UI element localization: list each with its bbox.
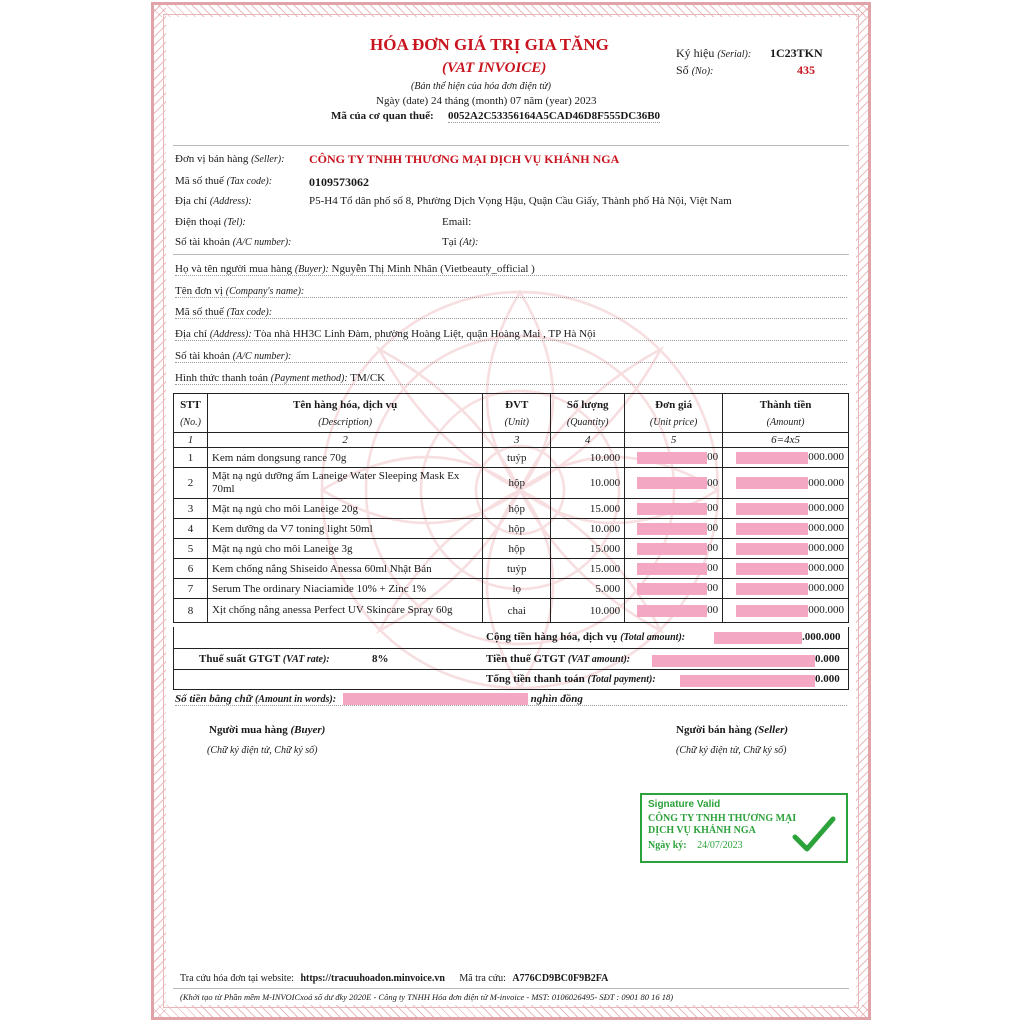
amount-cell: 000.000 bbox=[723, 579, 849, 599]
index-cell: 1 bbox=[174, 433, 208, 448]
quantity-cell: 5.000 bbox=[551, 579, 625, 599]
price-redaction bbox=[637, 605, 707, 617]
price-redaction bbox=[637, 543, 707, 555]
quantity-cell: 15.000 bbox=[551, 539, 625, 559]
seller-address-label: Địa chỉ (Address): bbox=[175, 195, 252, 207]
tax-authority-code: 0052A2C53356164A5CAD46D8F555DC36B0 bbox=[448, 110, 661, 122]
index-cell: 4 bbox=[551, 433, 625, 448]
row-number-cell: 2 bbox=[174, 468, 208, 499]
serial-label: Ký hiệu (Serial): bbox=[676, 46, 752, 60]
amount-cell: 000.000 bbox=[723, 599, 849, 623]
unit-cell: tuýp bbox=[483, 559, 551, 579]
footer-divider bbox=[173, 988, 849, 989]
number-label: Số (No): bbox=[676, 63, 714, 77]
unit-cell: hộp bbox=[483, 539, 551, 559]
unit-price-cell: 00 bbox=[625, 519, 723, 539]
seller-signature-label: Người bán hàng (Seller) bbox=[676, 724, 789, 736]
buyer-company-row: Tên đơn vị (Company's name): bbox=[175, 285, 847, 298]
description-cell: Kem nám dongsung rance 70g bbox=[207, 448, 482, 468]
amount-in-words-redaction bbox=[343, 693, 528, 705]
vat-rate: 8% bbox=[372, 653, 389, 665]
description-cell: Xịt chống nắng anessa Perfect UV Skincare Spray 60g bbox=[207, 599, 482, 623]
header-cell: STT (No.) bbox=[174, 394, 208, 433]
items-table-header bbox=[174, 394, 849, 448]
unit-cell: chai bbox=[483, 599, 551, 623]
buyer-payment-row: Hình thức thanh toán (Payment method): TM/CK bbox=[175, 372, 847, 385]
description-cell: Kem dưỡng da V7 toning light 50ml bbox=[207, 519, 482, 539]
quantity-cell: 10.000 bbox=[551, 599, 625, 623]
price-redaction bbox=[637, 583, 707, 595]
buyer-address: Tòa nhà HH3C Linh Đàm, phường Hoàng Liệt, quận Hoàng Mai , TP Hà Nội bbox=[254, 328, 596, 340]
table-row bbox=[174, 539, 849, 559]
amount-redaction bbox=[736, 477, 808, 489]
table-row bbox=[174, 468, 849, 499]
unit-price-cell: 00 bbox=[625, 579, 723, 599]
description-cell: Mặt nạ ngủ cho môi Laneige 3g bbox=[207, 539, 482, 559]
buyer-signature-note: (Chữ ký điện tử, Chữ ký số) bbox=[207, 745, 318, 756]
amount-cell: 000.000 bbox=[723, 499, 849, 519]
totals-divider-2 bbox=[173, 669, 849, 670]
checkmark-icon bbox=[792, 815, 836, 853]
price-redaction bbox=[637, 523, 707, 535]
seller-account-label: Số tài khoản (A/C number): bbox=[175, 236, 292, 248]
table-row bbox=[174, 559, 849, 579]
buyer-address-row: Địa chỉ (Address): Tòa nhà HH3C Linh Đàm, phường Hoàng Liệt, quận Hoàng Mai , TP Hà Nội bbox=[175, 328, 847, 341]
seller-divider bbox=[173, 254, 849, 255]
invoice-title: HÓA ĐƠN GIÁ TRỊ GIA TĂNG bbox=[370, 35, 609, 54]
seller-tax-code: 0109573062 bbox=[309, 175, 369, 189]
row-number-cell: 6 bbox=[174, 559, 208, 579]
quantity-cell: 10.000 bbox=[551, 468, 625, 499]
row-number-cell: 7 bbox=[174, 579, 208, 599]
quantity-cell: 10.000 bbox=[551, 448, 625, 468]
unit-price-cell: 00 bbox=[625, 448, 723, 468]
seller-name-label: Đơn vị bán hàng (Seller): bbox=[175, 153, 285, 165]
amount-redaction bbox=[736, 523, 808, 535]
price-redaction bbox=[637, 563, 707, 575]
amount-cell: 000.000 bbox=[723, 539, 849, 559]
serial-value: 1C23TKN bbox=[770, 46, 823, 60]
index-cell: 5 bbox=[625, 433, 723, 448]
seller-bank-label: Tại (At): bbox=[442, 236, 479, 248]
amount-redaction bbox=[736, 543, 808, 555]
row-number-cell: 4 bbox=[174, 519, 208, 539]
description-cell: Mặt nạ ngủ dưỡng ẩm Laneige Water Sleeping Mask Ex 70ml bbox=[207, 468, 482, 499]
vat-amount-value: 0.000 bbox=[815, 653, 840, 665]
seller-tax-label: Mã số thuế (Tax code): bbox=[175, 175, 273, 187]
lookup-row: Tra cứu hóa đơn tại website: https://tracuuhoadon.minvoice.vn Mã tra cứu: A776CD9BC0F9B2FA bbox=[180, 973, 609, 984]
quantity-cell: 10.000 bbox=[551, 519, 625, 539]
amount-redaction bbox=[736, 452, 808, 464]
unit-price-cell: 00 bbox=[625, 468, 723, 499]
unit-price-cell: 00 bbox=[625, 499, 723, 519]
amount-redaction bbox=[736, 583, 808, 595]
row-number-cell: 8 bbox=[174, 599, 208, 623]
signature-valid-stamp bbox=[640, 793, 848, 863]
unit-cell: hộp bbox=[483, 468, 551, 499]
amount-redaction bbox=[736, 563, 808, 575]
price-redaction bbox=[637, 452, 707, 464]
signature-date-row: Ngày ký: 24/07/2023 bbox=[648, 840, 743, 851]
quantity-cell: 15.000 bbox=[551, 559, 625, 579]
invoice-subtitle: (VAT INVOICE) bbox=[442, 60, 547, 76]
total-payment-value: 0.000 bbox=[815, 673, 840, 685]
header-cell: Thành tiền (Amount) bbox=[723, 394, 849, 433]
amount-cell: 000.000 bbox=[723, 448, 849, 468]
table-row bbox=[174, 519, 849, 539]
index-cell: 2 bbox=[207, 433, 482, 448]
seller-signature-note: (Chữ ký điện tử, Chữ ký số) bbox=[676, 745, 787, 756]
vat-amount-label: Tiền thuế GTGT (VAT amount): bbox=[486, 653, 631, 665]
unit-price-cell: 00 bbox=[625, 539, 723, 559]
unit-cell: hộp bbox=[483, 499, 551, 519]
buyer-name-row: Họ và tên người mua hàng (Buyer): Nguyễn Thị Minh Nhân (Vietbeauty_official ) bbox=[175, 263, 847, 276]
index-cell: 3 bbox=[483, 433, 551, 448]
unit-price-cell: 00 bbox=[625, 599, 723, 623]
tax-authority-code-label: Mã của cơ quan thuế: bbox=[331, 110, 434, 122]
items-table-body bbox=[174, 448, 849, 623]
header-cell: Số lượng (Quantity) bbox=[551, 394, 625, 433]
row-number-cell: 5 bbox=[174, 539, 208, 559]
amount-cell: 000.000 bbox=[723, 559, 849, 579]
header-row bbox=[174, 394, 849, 433]
header-cell: Đơn giá (Unit price) bbox=[625, 394, 723, 433]
price-redaction bbox=[637, 477, 707, 489]
unit-cell: lọ bbox=[483, 579, 551, 599]
software-note: (Khởi tạo từ Phần mềm M-INVOICxoá số dư đky 2020E - Công ty TNHH Hóa đơn điện tử M-invoice - MST: 0106026495- SĐT : 0901 80 16 18) bbox=[180, 992, 674, 1002]
signature-company: CÔNG TY TNHH THƯƠNG MẠI DỊCH VỤ KHÁNH NGA bbox=[648, 813, 797, 836]
buyer-tax-row: Mã số thuế (Tax code): bbox=[175, 306, 847, 319]
amount-in-words-tail: nghìn đồng bbox=[530, 693, 583, 705]
unit-cell: tuýp bbox=[483, 448, 551, 468]
description-cell: Serum The ordinary Niaciamide 10% + Zinc 1% bbox=[207, 579, 482, 599]
amount-cell: 000.000 bbox=[723, 519, 849, 539]
signature-date: 24/07/2023 bbox=[697, 840, 743, 851]
quantity-cell: 15.000 bbox=[551, 499, 625, 519]
items-table bbox=[173, 393, 849, 623]
row-number-cell: 3 bbox=[174, 499, 208, 519]
seller-phone-label: Điện thoại (Tel): bbox=[175, 216, 246, 228]
invoice-date: Ngày (date) 24 tháng (month) 07 năm (year) 2023 bbox=[376, 95, 597, 107]
description-cell: Mặt nạ ngủ cho môi Laneige 20g bbox=[207, 499, 482, 519]
table-row bbox=[174, 599, 849, 623]
totals-divider-1 bbox=[173, 648, 849, 649]
buyer-account-row: Số tài khoản (A/C number): bbox=[175, 350, 847, 363]
subtotal-label: Cộng tiền hàng hóa, dịch vụ (Total amount): bbox=[486, 631, 686, 643]
amount-cell: 000.000 bbox=[723, 468, 849, 499]
buyer-signature-label: Người mua hàng (Buyer) bbox=[209, 724, 326, 736]
header-cell: Tên hàng hóa, dịch vụ (Description) bbox=[207, 394, 482, 433]
vat-amount-redaction bbox=[652, 655, 815, 667]
table-row bbox=[174, 579, 849, 599]
unit-price-cell: 00 bbox=[625, 559, 723, 579]
amount-redaction bbox=[736, 605, 808, 617]
seller-email-label: Email: bbox=[442, 216, 472, 228]
index-cell: 6=4x5 bbox=[723, 433, 849, 448]
amount-in-words-row: Số tiền bằng chữ (Amount in words): nghìn đồng bbox=[175, 693, 847, 706]
invoice-number: 435 bbox=[797, 63, 815, 77]
vat-rate-label: Thuế suất GTGT (VAT rate): bbox=[199, 653, 330, 665]
buyer-name: Nguyễn Thị Minh Nhân (Vietbeauty_official ) bbox=[331, 263, 535, 275]
lookup-url[interactable]: https://tracuuhoadon.minvoice.vn bbox=[300, 973, 445, 984]
subtotal-redaction bbox=[714, 632, 802, 644]
header-cell: ĐVT (Unit) bbox=[483, 394, 551, 433]
index-row bbox=[174, 433, 849, 448]
unit-cell: hộp bbox=[483, 519, 551, 539]
table-row bbox=[174, 499, 849, 519]
seller-address: P5-H4 Tổ dân phố số 8, Phường Dịch Vọng Hậu, Quận Cầu Giấy, Thành phố Hà Nội, Việt Nam bbox=[309, 195, 732, 207]
seller-name: CÔNG TY TNHH THƯƠNG MẠI DỊCH VỤ KHÁNH NGA bbox=[309, 152, 620, 166]
total-payment-redaction bbox=[680, 675, 815, 687]
price-redaction bbox=[637, 503, 707, 515]
header-divider bbox=[173, 145, 849, 146]
row-number-cell: 1 bbox=[174, 448, 208, 468]
signature-valid-title: Signature Valid bbox=[648, 799, 721, 810]
lookup-code: A776CD9BC0F9B2FA bbox=[512, 973, 609, 984]
amount-redaction bbox=[736, 503, 808, 515]
subtotal-value: .000.000 bbox=[802, 631, 841, 643]
payment-method: TM/CK bbox=[350, 372, 386, 384]
description-cell: Kem chống nắng Shiseido Anessa 60ml Nhật Bản bbox=[207, 559, 482, 579]
invoice-note: (Bản thể hiện của hóa đơn điện tử) bbox=[411, 81, 551, 92]
total-payment-label: Tổng tiền thanh toán (Total payment): bbox=[486, 673, 656, 685]
table-row bbox=[174, 448, 849, 468]
